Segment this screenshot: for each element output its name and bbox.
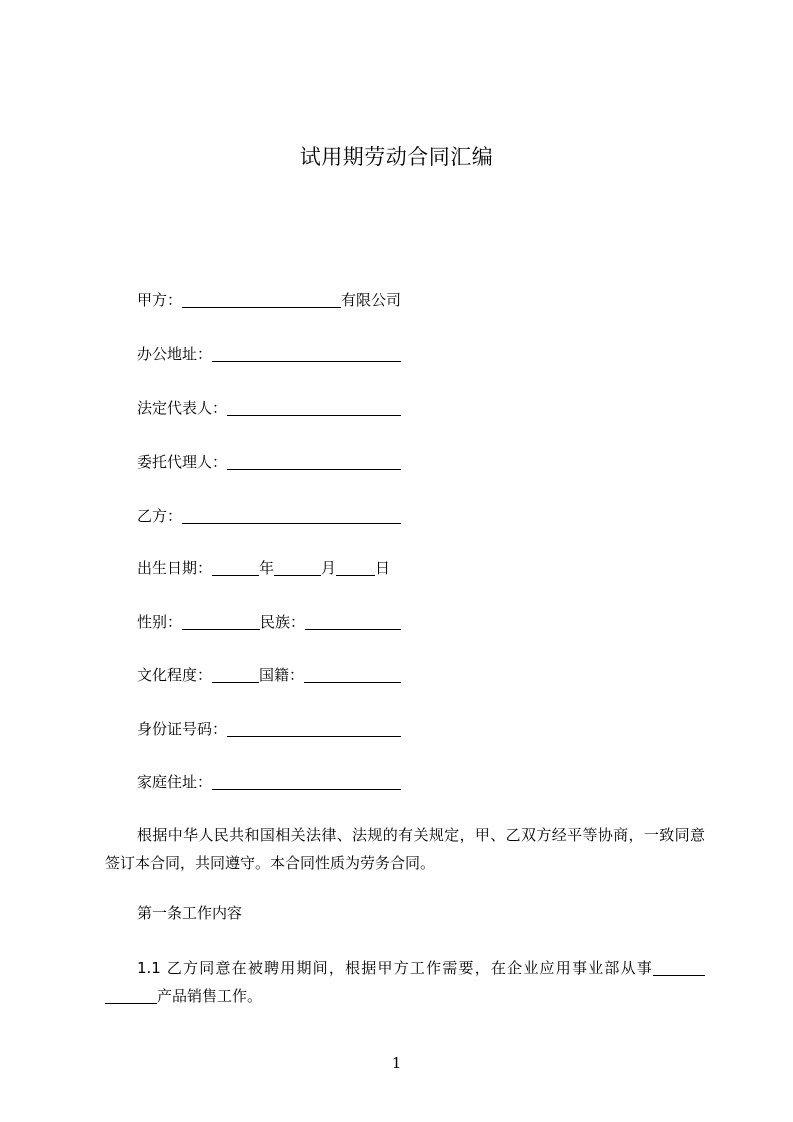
birth-month-label: 月: [321, 559, 337, 577]
clause-1-1-blank-a[interactable]: [653, 960, 705, 976]
home-address-field: [137, 772, 401, 792]
party-b-blank[interactable]: [182, 508, 401, 524]
id-number-label: 身份证号码：: [137, 720, 228, 738]
party-b-label: 乙方：: [137, 507, 183, 525]
clause-1-1: [105, 954, 705, 1010]
agent-blank[interactable]: [227, 454, 401, 470]
education-field: [137, 665, 401, 685]
nationality-blank[interactable]: [304, 667, 401, 683]
clause-1-1-text: 1.1 乙方同意在被聘用期间，根据甲方工作需要，在企业应用事业部从事: [137, 959, 653, 977]
birth-year-label: 年: [259, 559, 275, 577]
legal-rep-label: 法定代表人：: [137, 399, 228, 417]
preamble-paragraph: 根据中华人民共和国相关法律、法规的有关规定，甲、乙双方经平等协商，一致同意签订本合同，共同遵守。本合同性质为劳务合同。: [105, 826, 705, 872]
home-address-blank[interactable]: [212, 774, 401, 790]
ethnicity-blank[interactable]: [305, 614, 401, 630]
birth-date-field: [137, 558, 401, 578]
agent-field: [137, 452, 401, 472]
birth-date-label: 出生日期：: [137, 559, 213, 577]
birth-day-label: 日: [375, 559, 391, 577]
office-address-label: 办公地址：: [137, 345, 213, 363]
agent-label: 委托代理人：: [137, 453, 228, 471]
party-a-blank[interactable]: [182, 292, 341, 308]
article-1-heading: 第一条工作内容: [137, 904, 243, 922]
id-number-blank[interactable]: [227, 721, 401, 737]
clause-1-1-suffix: 产品销售工作。: [157, 987, 263, 1005]
office-address-blank[interactable]: [212, 346, 401, 362]
gender-field: [137, 612, 401, 632]
gender-blank[interactable]: [182, 614, 260, 630]
id-number-field: [137, 719, 401, 739]
education-blank[interactable]: [212, 667, 259, 683]
legal-rep-blank[interactable]: [227, 400, 401, 416]
ethnicity-label: 民族：: [260, 613, 306, 631]
party-b-field: [137, 506, 401, 526]
education-label: 文化程度：: [137, 666, 213, 684]
nationality-label: 国籍：: [259, 666, 305, 684]
birth-day-blank[interactable]: [336, 560, 375, 576]
legal-rep-field: [137, 398, 401, 418]
gender-label: 性别：: [137, 613, 183, 631]
party-a-suffix: 有限公司: [340, 291, 401, 309]
birth-year-blank[interactable]: [212, 560, 259, 576]
home-address-label: 家庭住址：: [137, 773, 213, 791]
office-address-field: [137, 344, 401, 364]
party-a-label: 甲方：: [137, 291, 183, 309]
document-title: 试用期劳动合同汇编: [299, 145, 494, 169]
page-number: 1: [391, 1054, 402, 1072]
birth-month-blank[interactable]: [274, 560, 321, 576]
clause-1-1-blank-b[interactable]: [105, 988, 157, 1004]
party-a-field: [137, 290, 401, 310]
